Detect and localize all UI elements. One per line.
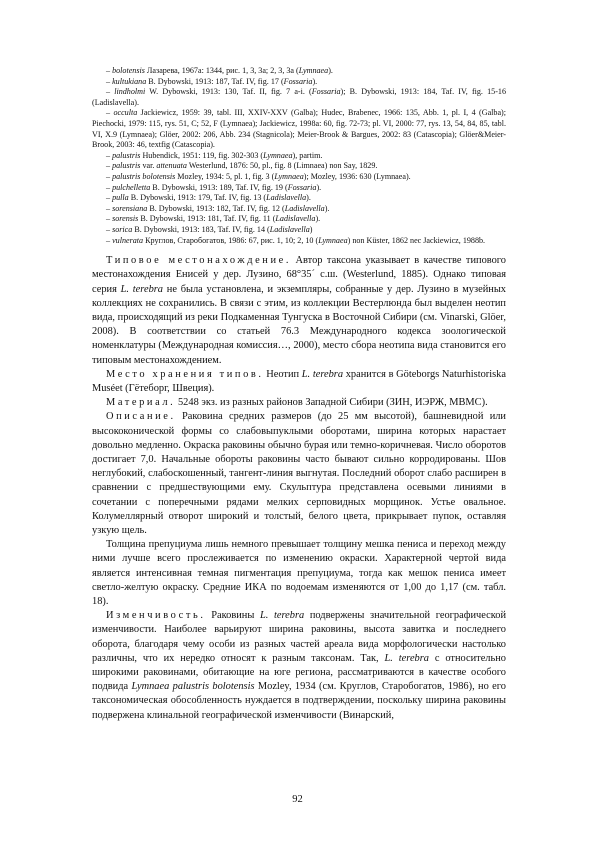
synonym-citation-tail: ).	[324, 203, 330, 213]
synonym-genus: Fossaria	[287, 182, 317, 192]
synonym-genus: Ladislavella	[269, 224, 310, 234]
synonym-citation: Jackiewicz, 1959: 39, tabl. III, XXIV-XXV (Galba); Hudec, Brabenec, 1966: 135, Abb. 1, pl. I, 4 (Galba); Piechocki, 1979: 115, rys. 51, C; 52, F (Lymnaea); Jackiewicz, 1998a: 60, fig. 72-73; pl. VI, 2000: 77, rys. 13, 54, 84, 85, tabl. VI, X.9 (Lymnaea); Glöer, 2002: 206, Abb. 234 (Stagnicola); Meier-Brook & Bargues, 2002: 83 (Catascopia); Glöer&Meier-Brook, 2003: 46, textfig (Catascopia).	[92, 108, 506, 150]
material-text: 5248 экз. из разных районов Западной Сибири (ЗИН, ИЭРЖ, МВМС).	[175, 397, 488, 409]
variability-paragraph	[92, 609, 506, 723]
material-paragraph	[92, 396, 506, 410]
type-locality-paragraph	[92, 254, 506, 368]
description-paragraph	[92, 410, 506, 538]
species-name: L. terebra	[120, 283, 164, 295]
synonym-citation: var.	[140, 161, 157, 171]
type-locality-text-2: не была установлена, и экземпляры, собранные у дер. Лузино в музейных коллекциях не сохранились. В связи с этим, из коллекции Вестерлюнда был выделен неотип вида, происходящий из реки Подкаменная Тунгуска в Восточной Сибири (см. Vinarski, Glöer, 2008). В соответствии со статьей 76.3 Международного кодекса зоологической номенклатуры (Международная комиссия…, 2000), место сбора неотипа вида становится его типовым местонахождением.	[92, 283, 506, 366]
synonym-citation: Лазарева, 1967a: 1344, рис. 1, 3, 3а; 2, 3, 3а (	[144, 66, 299, 75]
synonym-entry	[92, 193, 506, 204]
synonym-citation-tail: ) non Küster, 1862 nec Jackiewicz, 1988b.	[347, 235, 486, 245]
synonym-citation: B. Dybowski, 1913: 187, Taf. IV, fig. 17 (	[146, 76, 284, 86]
synonym-genus: Fossaria	[283, 76, 313, 86]
synonym-name: – lindholmi	[106, 87, 146, 97]
synonym-entry	[92, 161, 506, 172]
synonym-genus: attenuata	[156, 161, 187, 171]
synonym-genus: Lymnaea	[274, 171, 304, 181]
synonym-genus: Lymnaea	[263, 150, 293, 160]
synonym-genus: Lymnaea	[298, 66, 329, 75]
synonym-citation: B. Dybowski, 1913: 182, Taf. IV, fig. 12 (	[147, 203, 285, 213]
synonym-entry	[92, 77, 506, 88]
synonym-citation-tail: ), partim.	[292, 150, 323, 160]
synonym-citation-tail: Westerlund, 1876: 50, pl., fig. 8 (Limnaea) non Say, 1829.	[186, 161, 378, 171]
species-name: L. terebra	[384, 652, 429, 664]
synonym-name: – vulnerata	[106, 235, 144, 245]
synonym-entry	[92, 172, 506, 183]
synonym-entry	[92, 151, 506, 162]
variability-text-3: с относительно широкими раковинами, обитающие на юге региона, рассматриваются в качестве особого подвида	[92, 652, 506, 693]
synonym-citation: B. Dybowski, 1913: 179, Taf. IV, fig. 13 (	[128, 193, 267, 203]
synonym-name: – occulta	[106, 108, 138, 118]
synonym-citation-tail: ).	[328, 66, 333, 75]
species-name: L. terebra	[301, 368, 344, 380]
synonym-citation: W. Dybowski, 1913: 130, Taf. II, fig. 7 a-i. (	[145, 87, 312, 97]
synonym-entry	[92, 225, 506, 236]
synonym-name: – sorica	[106, 224, 133, 234]
synonym-citation-tail: ).	[312, 76, 318, 86]
anatomy-paragraph	[92, 538, 506, 609]
synonym-citation-tail: ).	[315, 214, 321, 224]
type-locality-heading: Типовое местонахождение.	[106, 255, 292, 267]
synonym-citation: B. Dybowski, 1913: 189, Taf. IV, fig. 19 (	[150, 182, 288, 192]
synonym-citation-tail: ).	[306, 193, 311, 203]
synonymy-list	[92, 66, 506, 246]
synonym-genus: Ladislavella	[275, 214, 316, 224]
synonym-citation-tail: ); B. Dybowski, 1913: 184, Taf. IV, fig. 15-16 (Ladislavella).	[92, 87, 506, 107]
variability-text-2: подвержены значительной географической изменчивости. Наиболее варьируют ширина раковины, высота завитка и последнего оборота, благодаря чему особи из разных частей ареала вида морфологически настолько различны, что их нередко относят к разным таксонам. Так,	[92, 610, 506, 664]
variability-heading: Изменчивость.	[106, 610, 206, 622]
variability-text-4: Mozley, 1934 (см. Круглов, Старобогатов, 1986), но его таксономическая обособленность нуждается в подтверждении, поскольку ширина раковины подвержена клинальной географической изменчивости (Винарский,	[92, 681, 506, 721]
synonym-citation: Hubendick, 1951: 119, fig. 302-303 (	[140, 150, 264, 160]
synonym-name: – palustris bolotensis	[106, 171, 176, 181]
page-number: 92	[292, 794, 303, 805]
synonym-genus: Fossaria	[311, 87, 341, 97]
repository-paragraph	[92, 368, 506, 396]
synonym-name: – sorensiana	[106, 203, 148, 213]
synonym-genus: Ladislavella	[284, 203, 325, 213]
synonym-citation: Mozley, 1934: 5, pl. 1, fig. 3 (	[175, 171, 275, 181]
variability-text-1: Раковины	[205, 610, 260, 622]
synonym-name: – palustris	[106, 150, 141, 160]
synonym-name: – pulla	[106, 193, 129, 203]
synonym-entry	[92, 66, 506, 77]
synonym-name: – pulchelletta	[106, 182, 151, 192]
synonym-entry	[92, 87, 506, 108]
synonym-citation-tail: ).	[316, 182, 322, 192]
anatomy-text: Толщина препуциума лишь немного превышает толщину мешка пениса и переход между ними лучше всего прослеживается по изменению окраски. Характерной чертой вида является интенсивная темная пигментация препуциума, тогда как мешок пениса имеет светло-желтую окраску. Средние ИКА по водоемам изменяются от 1,00 до 1,17 (см. табл. 18).	[92, 539, 506, 607]
synonym-entry	[92, 204, 506, 215]
synonym-citation-tail: ); Mozley, 1936: 630 (Lymnaea).	[303, 171, 411, 181]
repository-heading: Место хранения типов.	[106, 368, 264, 380]
type-locality-text-1: Автор таксона указывает в качестве типового местонахождения Енисей у дер. Лузино, 68°35´ с.ш. (Westerlund, 1885). Однако типовая серия	[92, 255, 506, 295]
material-heading: Материал.	[106, 397, 176, 409]
page-body	[92, 66, 506, 723]
synonym-genus: Ladislavella	[266, 193, 307, 203]
synonym-entry	[92, 236, 506, 247]
subspecies-name: Lymnaea palustris bolotensis	[131, 681, 255, 693]
synonym-name: – kultukiana	[106, 76, 147, 86]
description-heading: Описание.	[106, 411, 176, 423]
synonym-entry	[92, 108, 506, 150]
synonym-name: – sorensis	[106, 214, 139, 224]
synonym-name: – palustris	[106, 161, 141, 171]
repository-text-1: Неотип	[263, 368, 302, 380]
synonym-name: – bolotensis	[106, 66, 145, 75]
synonym-entry	[92, 183, 506, 194]
repository-text-2: хранится в Göteborgs Naturhistoriska Muséet (Гётеборг, Швеция).	[92, 368, 506, 394]
synonym-citation: Круглов, Старобогатов, 1986: 67, рис. 1, 10; 2, 10 (	[143, 235, 319, 245]
species-name: L. terebra	[259, 610, 305, 622]
synonym-citation: B. Dybowski, 1913: 181, Taf. IV, fig. 11 (	[138, 214, 276, 224]
synonym-citation: B. Dybowski, 1913: 183, Taf. IV, fig. 14 (	[132, 224, 270, 234]
synonym-citation-tail: )	[309, 224, 313, 234]
synonym-entry	[92, 214, 506, 225]
description-text: Раковина средних размеров (до 25 мм высотой), башневидной или высококонической формы со слабовыпуклыми оборотами, ширина которых нарастает довольно медленно. Окраска раковины обычно бурая или темно-коричневая. Число оборотов достигает 7,0. Начальные обороты раковины часто бывают сильно корродированы. Шов неглубокий, слабоскошенный, тангент-линия выгнутая. Последний оборот слабо расширен в сравнении с предшествующими ему. Скульптура представлена осевыми линиями в сочетании с поперечными рядами мелких серповидных морщинок. Устье овальное. Колумеллярный отворот широкий и толстый, белого цвета, прикрывает пупок, оставляя узкую щель.	[92, 411, 506, 536]
synonym-genus: Lymnaea	[318, 235, 348, 245]
